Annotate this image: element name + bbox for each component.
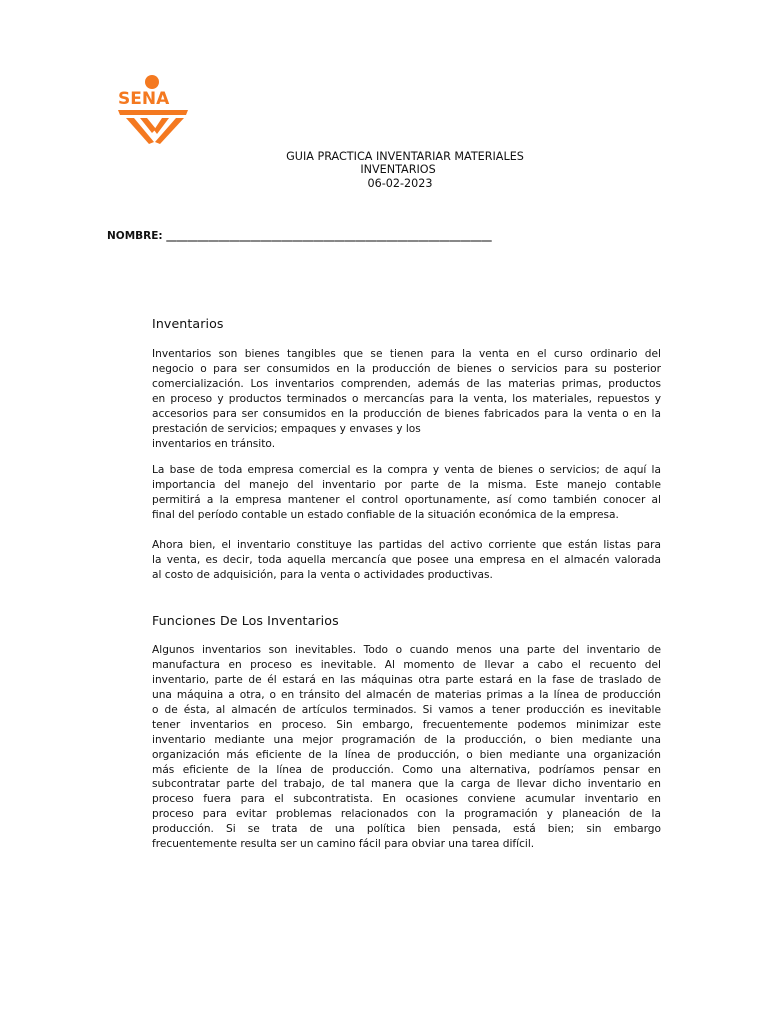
paragraph-line: frecuentemente resulta ser un camino fácil para obviar una tarea difícil. [152,838,535,851]
paragraph-line: comercialización. Los inventarios comprenden, además de las materias primas, productos [152,377,661,390]
document-header [270,150,540,190]
paragraph-line: inventarios en tránsito. [152,437,276,450]
paragraph-line: al costo de adquisición, para la venta o actividades productivas. [152,568,493,581]
paragraph-line: proceso fuera para el subcontratista. En ocasiones conviene acumular inventario en [152,793,661,806]
paragraph-line: Ahora bien, el inventario constituye las partidas del activo corriente que están listas para [152,539,661,551]
paragraph-line: en proceso y productos terminados o mercancías para la venta, los materiales, repuestos y [152,392,661,405]
paragraph-line: o de ésta, al almacén de artículos terminados. Si vamos a tener producción es inevitable [152,703,661,716]
section-title-inventarios: Inventarios [152,316,224,331]
paragraph-line: una máquina a otra, o en tránsito del almacén de materias primas a la línea de producción [152,688,661,701]
section-title-funciones: Funciones De Los Inventarios [152,613,339,628]
paragraph-line: La base de toda empresa comercial es la compra y venta de bienes o servicios; de aquí la [152,464,661,476]
paragraph-inventarios-base [152,463,661,523]
paragraph-line: tener inventarios en proceso. Sin embargo, frecuentemente podemos minimizar este [152,718,661,731]
paragraph-line: manufactura en proceso es inevitable. Al momento de llevar a cabo el recuento del [152,658,661,671]
paragraph-inventarios-activo [152,538,661,583]
paragraph-funciones [152,643,661,852]
paragraph-line: subcontratar parte del trabajo, de tal manera que la carga de llevar dicho inventario en [152,778,661,791]
header-title: GUIA PRACTICA INVENTARIAR MATERIALES [286,150,524,163]
paragraph-line: Algunos inventarios son inevitables. Todo o cuando menos una parte del inventario de [152,644,661,656]
paragraph-line: permitirá a la empresa mantener el control oportunamente, así como también conocer al [152,493,661,506]
sena-logo-icon [116,74,192,146]
paragraph-line: organización más eficiente de la línea de producción, o bien mediante una organización [152,748,661,761]
paragraph-line: accesorios para ser consumidos en la producción de bienes fabricados para la venta o en la [152,407,661,420]
header-subtitle: INVENTARIOS [360,163,436,177]
paragraph-line: prestación de servicios; empaques y envases y los [152,422,421,435]
sena-logo-text: SENA [118,89,170,109]
paragraph-line: negocio o para ser consumidos en la producción de bienes o servicios para su posterior [152,362,661,375]
header-date: 06-02-2023 [367,176,433,190]
paragraph-line: más eficiente de la línea de producción. Como una alternativa, podríamos pensar en [152,763,661,776]
paragraph-line: final del período contable un estado confiable de la situación económica de la empresa. [152,508,619,521]
paragraph-line: proceso para evitar problemas relacionados con la programación y planeación de la [152,808,661,821]
nombre-field: NOMBRE: ______________________________________________________________ [107,230,492,242]
paragraph-line: inventario, parte de él estará en las máquinas otra parte estará en la fase de traslado de [152,673,661,686]
paragraph-line: la venta, es decir, toda aquella mercancía que posee una empresa en el almacén valorada [152,553,661,566]
paragraph-line: Inventarios son bienes tangibles que se tienen para la venta en el curso ordinario del [152,348,661,360]
paragraph-inventarios-definicion [152,347,661,452]
paragraph-line: importancia del manejo del inventario por parte de la misma. Este manejo contable [152,478,661,491]
paragraph-line: producción. Si se trata de una política bien pensada, está bien; sin embargo [152,823,661,836]
paragraph-line: inventario mediante una mejor programación de la producción, o bien mediante una [152,733,661,746]
sena-logo [116,74,192,146]
